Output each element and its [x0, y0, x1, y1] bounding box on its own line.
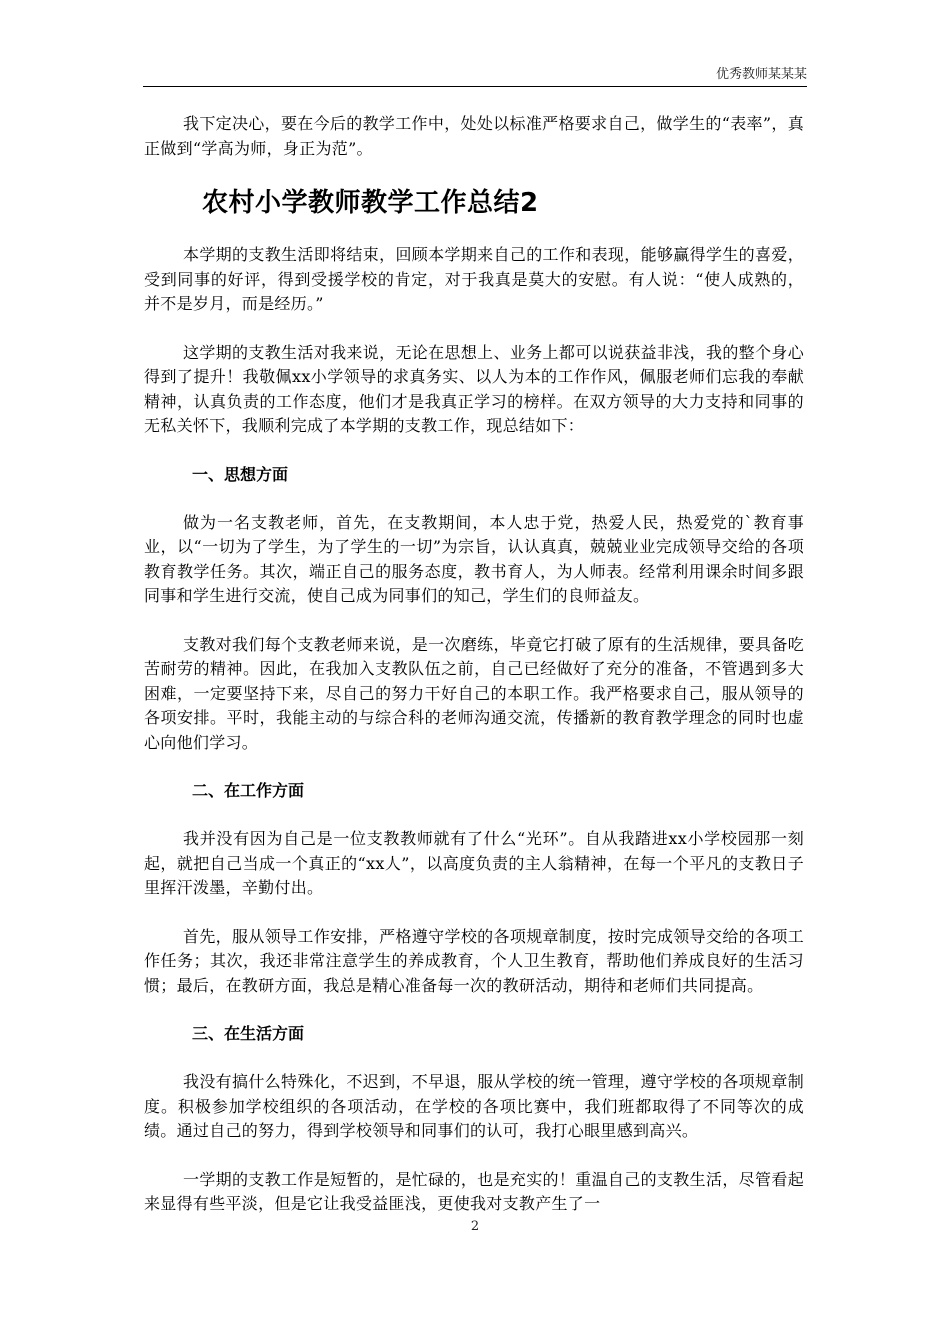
- body-paragraph: 我没有搞什么特殊化，不迟到，不早退，服从学校的统一管理，遵守学校的各项规章制度。积极参加学校组织的各项活动，在学校的各项比赛中，我们班都取得了不同等次的成绩。通过自己的努力，得到学校领导和同事们的认可，我打心眼里感到高兴。: [144, 1072, 804, 1140]
- body-paragraph: 这学期的支教生活对我来说，无论在思想上、业务上都可以说获益非浅，我的整个身心得到了提升！我敬佩xx小学领导的求真务实、以人为本的工作作风，佩服老师们忘我的奉献精神，认真负责的工作态度，他们才是我真正学习的榜样。在双方领导的大力支持和同事的无私关怀下，我顺利完成了本学期的支教工作，现总结如下：: [144, 342, 804, 435]
- body-paragraph: 本学期的支教生活即将结束，回顾本学期来自己的工作和表现，能够赢得学生的喜爱，受到同事的好评，得到受援学校的肯定，对于我真是莫大的安慰。有人说：“使人成熟的，并不是岁月，而是经历。”: [144, 245, 804, 313]
- section-heading-work: 二、在工作方面: [192, 781, 305, 800]
- page-number: 2: [470, 1219, 480, 1234]
- section-heading-life: 三、在生活方面: [192, 1024, 305, 1043]
- document-title: 农村小学教师教学工作总结2: [202, 188, 539, 218]
- document-body: [144, 112, 804, 1241]
- section-heading-thought: 一、思想方面: [192, 464, 289, 484]
- body-paragraph: 首先，服从领导工作安排，严格遵守学校的各项规章制度，按时完成领导交给的各项工作任务；其次，我还非常注意学生的养成教育，个人卫生教育，帮助他们养成良好的生活习惯；最后，在教研方面，我总是精心准备每一次的教研活动，期待和老师们共同提高。: [144, 926, 804, 995]
- intro-paragraph: 我下定决心，要在今后的教学工作中，处处以标准严格要求自己，做学生的“表率”，真正做到“学高为师，身正为范”。: [144, 114, 804, 158]
- header-divider: [143, 86, 807, 87]
- body-paragraph: 一学期的支教工作是短暂的，是忙碌的，也是充实的！重温自己的支教生活，尽管看起来显得有些平淡，但是它让我受益匪浅，更使我对支教产生了一: [144, 1169, 804, 1213]
- body-paragraph: 我并没有因为自己是一位支教教师就有了什么“光环”。自从我踏进xx小学校园那一刻起，就把自己当成一个真正的“xx人”，以高度负责的主人翁精神，在每一个平凡的支教日子里挥汗泼墨，辛勤付出。: [144, 829, 804, 897]
- body-paragraph: 做为一名支教老师，首先，在支教期间，本人忠于党，热爱人民，热爱党的`教育事业，以“一切为了学生，为了学生的一切”为宗旨，认认真真，兢兢业业完成领导交给的各项教育教学任务。其次，端正自己的服务态度，教书育人，为人师表。经常利用课余时间多跟同事和学生进行交流，使自己成为同事们的知己，学生们的良师益友。: [144, 512, 804, 605]
- page-header-text: 优秀教师某某某: [715, 67, 807, 82]
- body-paragraph: 支教对我们每个支教老师来说，是一次磨练，毕竟它打破了原有的生活规律，要具备吃苦耐劳的精神。因此，在我加入支教队伍之前，自己已经做好了充分的准备，不管遇到多大困难，一定要坚持下来，尽自己的努力干好自己的本职工作。我严格要求自己，服从领导的各项安排。平时，我能主动的与综合科的老师沟通交流，传播新的教育教学理念的同时也虚心向他们学习。: [144, 634, 804, 752]
